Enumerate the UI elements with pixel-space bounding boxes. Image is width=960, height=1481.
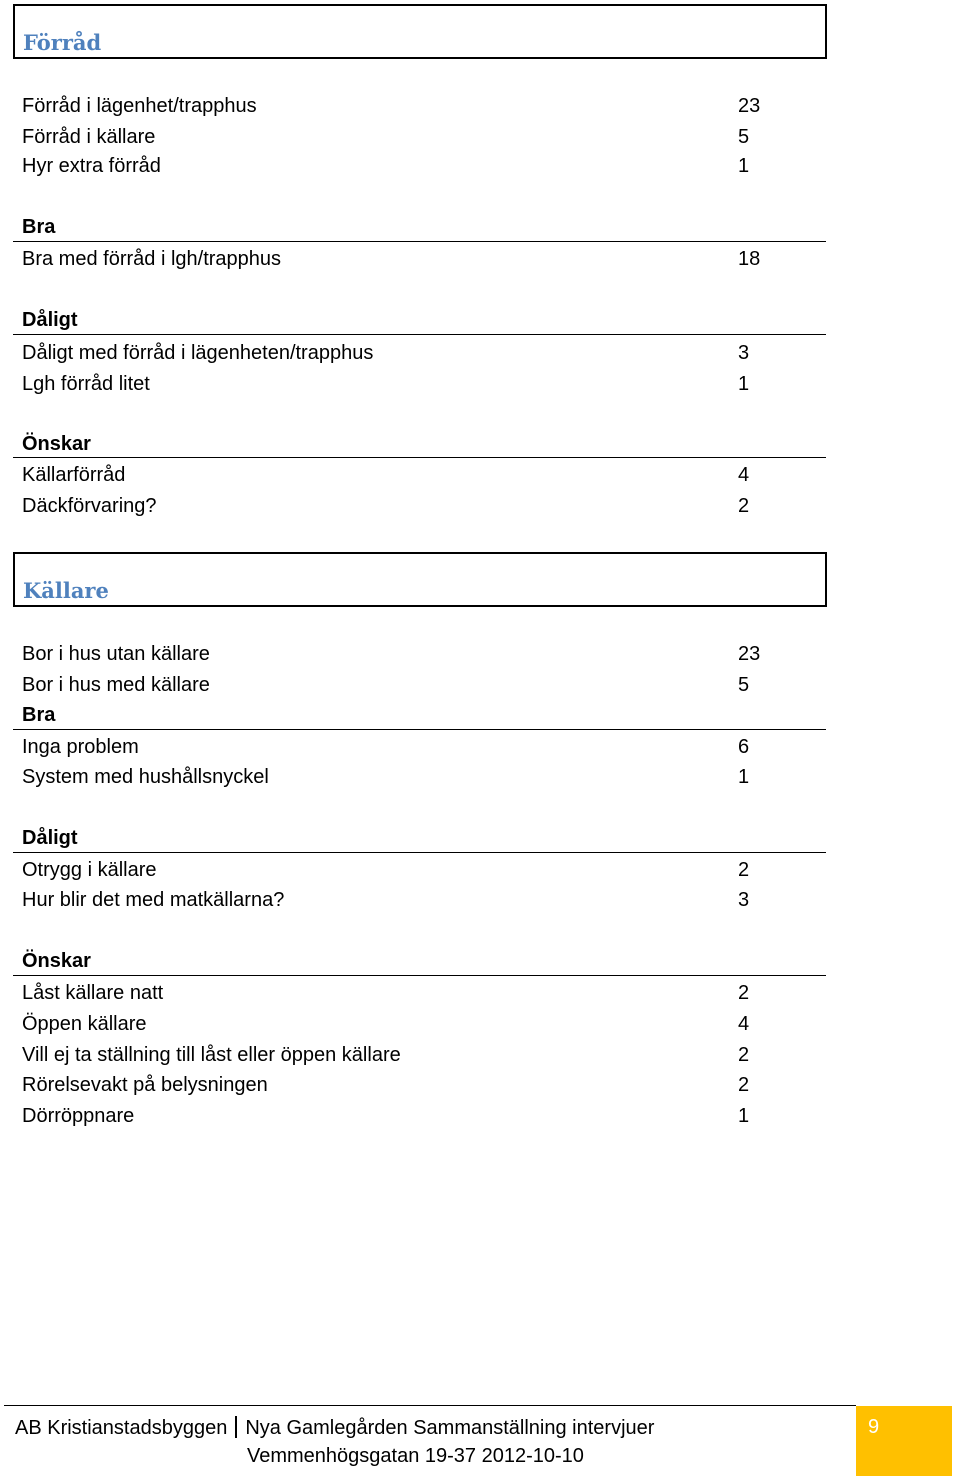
row-label: Låst källare natt: [22, 982, 164, 1004]
row-label: Däckförvaring?: [22, 495, 157, 517]
row-value: 4: [738, 464, 750, 486]
heading-rule: [13, 241, 826, 242]
row-value: 3: [738, 342, 750, 364]
footer: [15, 1414, 715, 1470]
group-heading-bra: Bra: [22, 216, 56, 238]
row-label: Öppen källare: [22, 1013, 147, 1035]
footer-separator: [235, 1416, 237, 1438]
row-value: 2: [738, 1074, 750, 1096]
row-value: 3: [738, 889, 750, 911]
table-row: [22, 338, 826, 368]
table-row: [22, 244, 826, 274]
row-label: Vill ej ta ställning till låst eller öppen källare: [22, 1044, 401, 1066]
table-row: [22, 762, 826, 792]
row-value: 1: [738, 373, 750, 395]
row-value: 5: [738, 126, 750, 148]
table-row: [22, 491, 826, 521]
row-value: 23: [738, 643, 761, 665]
row-label: Bor i hus med källare: [22, 674, 210, 696]
group-heading-bra: Bra: [22, 704, 56, 726]
row-label: Inga problem: [22, 736, 139, 758]
row-label: Hyr extra förråd: [22, 155, 161, 177]
row-value: 4: [738, 1013, 750, 1035]
table-row: [22, 460, 826, 490]
row-value: 5: [738, 674, 750, 696]
row-label: System med hushållsnyckel: [22, 766, 269, 788]
row-value: 2: [738, 1044, 750, 1066]
row-label: Rörelsevakt på belysningen: [22, 1074, 268, 1096]
row-label: Otrygg i källare: [22, 859, 157, 881]
heading-rule: [13, 975, 826, 976]
row-label: Dåligt med förråd i lägenheten/trapphus: [22, 342, 374, 364]
table-row: [22, 855, 826, 885]
footer-address-date: Vemmenhögsgatan 19-37 2012-10-10: [247, 1445, 584, 1467]
row-value: 18: [738, 248, 761, 270]
table-row: [22, 885, 826, 915]
table-row: [22, 122, 826, 152]
group-heading-onskar: Önskar: [22, 950, 91, 972]
group-heading-onskar: Önskar: [22, 433, 91, 455]
page-number-box: [856, 1406, 952, 1476]
row-value: 1: [738, 1105, 750, 1127]
table-row: [22, 151, 826, 181]
row-value: 6: [738, 736, 750, 758]
table-row: [22, 1070, 826, 1100]
table-row: [22, 1101, 826, 1131]
row-label: Förråd i lägenhet/trapphus: [22, 95, 257, 117]
heading-rule: [13, 457, 826, 458]
table-row: [22, 978, 826, 1008]
table-row: [22, 369, 826, 399]
row-label: Lgh förråd litet: [22, 373, 150, 395]
row-label: Hur blir det med matkällarna?: [22, 889, 285, 911]
row-value: 1: [738, 766, 750, 788]
table-row: [22, 91, 826, 121]
table-row: [22, 732, 826, 762]
row-label: Bor i hus utan källare: [22, 643, 210, 665]
row-label: Källarförråd: [22, 464, 126, 486]
table-row: [22, 670, 826, 700]
row-label: Bra med förråd i lgh/trapphus: [22, 248, 282, 270]
section-title: Förråd: [23, 30, 102, 55]
row-value: 1: [738, 155, 750, 177]
table-row: [22, 1009, 826, 1039]
page-number: 9: [868, 1416, 880, 1438]
heading-rule: [13, 334, 826, 335]
table-row: [22, 639, 826, 669]
section-header-forrad: [13, 4, 827, 59]
footer-rule: [4, 1405, 856, 1406]
heading-rule: [13, 852, 826, 853]
row-value: 23: [738, 95, 761, 117]
heading-rule: [13, 729, 826, 730]
row-value: 2: [738, 982, 750, 1004]
group-heading-daligt: Dåligt: [22, 827, 78, 849]
footer-company: AB Kristianstadsbyggen: [15, 1417, 228, 1439]
row-label: Dörröppnare: [22, 1105, 135, 1127]
row-value: 2: [738, 859, 750, 881]
group-heading-daligt: Dåligt: [22, 309, 78, 331]
footer-title: Nya Gamlegården Sammanställning intervjuer: [245, 1417, 655, 1439]
row-value: 2: [738, 495, 750, 517]
section-title: Källare: [23, 578, 109, 603]
table-row: [22, 1040, 826, 1070]
row-label: Förråd i källare: [22, 126, 156, 148]
section-header-kallare: [13, 552, 827, 607]
